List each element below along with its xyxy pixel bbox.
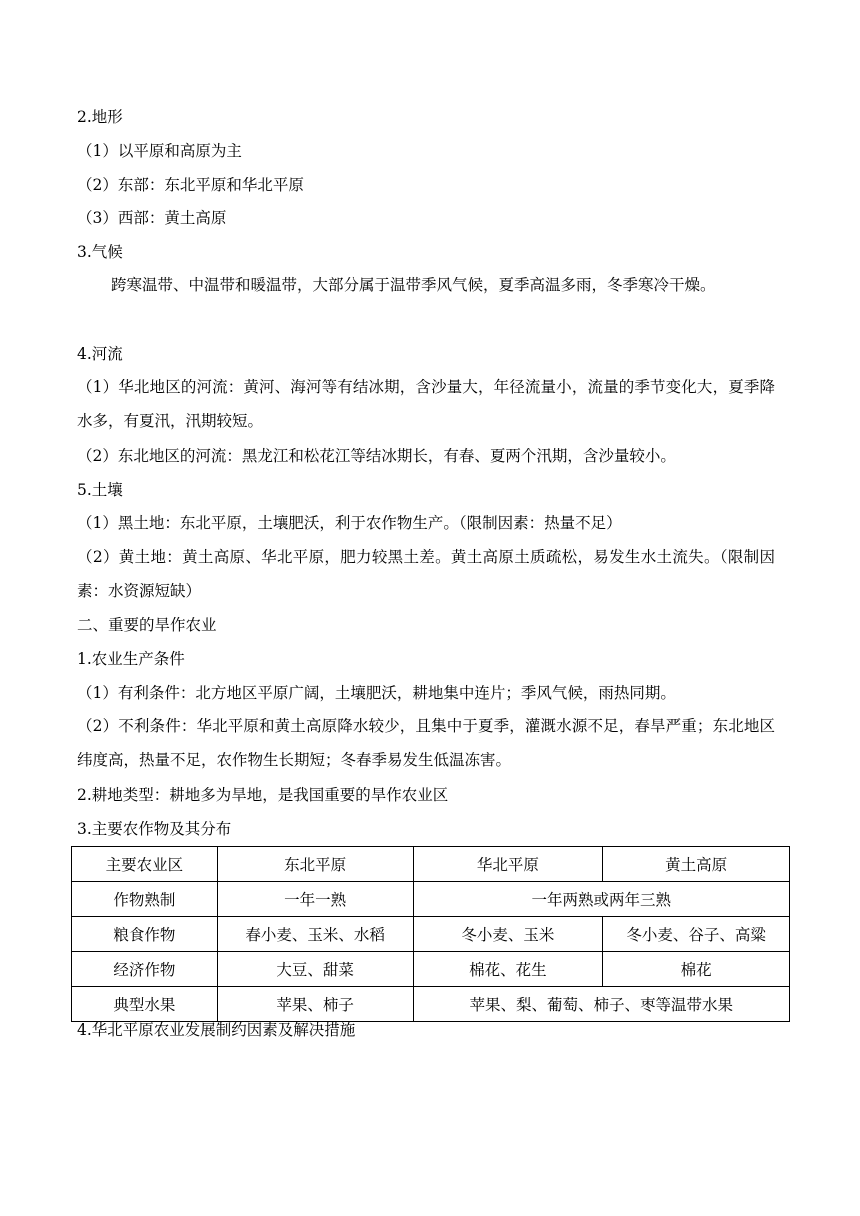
table-row bbox=[72, 987, 790, 1022]
table-cell: 冬小麦、玉米 bbox=[413, 917, 603, 952]
table-cell: 大豆、甜菜 bbox=[217, 952, 413, 987]
part-heading-dry-farming: 二、重要的旱作农业 bbox=[77, 616, 217, 634]
table-cell: 棉花、花生 bbox=[413, 952, 603, 987]
section-heading-terrain: 2.地形 bbox=[77, 108, 123, 126]
table-header-cell: 主要农业区 bbox=[72, 847, 218, 882]
conditions-item-2: （2）不利条件：华北平原和黄土高原降水较少，且集中于夏季，灌溉水源不足，春旱严重；东北地区纬度高，热量不足，农作物生长期短；冬春季易发生低温冻害。 bbox=[77, 717, 775, 769]
rivers-item-2: （2）东北地区的河流：黑龙江和松花江等结冰期长，有春、夏两个汛期，含沙量较小。 bbox=[77, 447, 676, 465]
table-cell: 春小麦、玉米、水稻 bbox=[217, 917, 413, 952]
table-row-label: 典型水果 bbox=[72, 987, 218, 1022]
crop-distribution-table bbox=[71, 846, 790, 1022]
section-heading-constraints: 4.华北平原农业发展制约因素及解决措施 bbox=[77, 1021, 356, 1039]
table-cell: 一年一熟 bbox=[217, 882, 413, 917]
soil-item-2: （2）黄土地：黄土高原、华北平原，肥力较黑土差。黄土高原土质疏松，易发生水土流失。（限制因素：水资源短缺） bbox=[77, 548, 775, 600]
section-heading-climate: 3.气候 bbox=[77, 243, 123, 261]
terrain-item-2: （2）东部：东北平原和华北平原 bbox=[77, 176, 304, 194]
table-cell: 棉花 bbox=[603, 952, 790, 987]
table-cell: 冬小麦、谷子、高粱 bbox=[603, 917, 790, 952]
section-heading-soil: 5.土壤 bbox=[77, 481, 123, 499]
soil-item-1: （1）黑土地：东北平原，土壤肥沃，利于农作物生产。（限制因素：热量不足） bbox=[77, 514, 622, 532]
section-heading-rivers: 4.河流 bbox=[77, 345, 123, 363]
table-row-label: 作物熟制 bbox=[72, 882, 218, 917]
table-row bbox=[72, 952, 790, 987]
table-cell: 一年两熟或两年三熟 bbox=[413, 882, 790, 917]
section-heading-conditions: 1.农业生产条件 bbox=[77, 650, 185, 668]
table-cell: 苹果、柿子 bbox=[217, 987, 413, 1022]
conditions-item-1: （1）有利条件：北方地区平原广阔，土壤肥沃，耕地集中连片；季风气候，雨热同期。 bbox=[77, 684, 676, 702]
table-row bbox=[72, 917, 790, 952]
table-row-label: 经济作物 bbox=[72, 952, 218, 987]
table-header-row bbox=[72, 847, 790, 882]
table-row-label: 粮食作物 bbox=[72, 917, 218, 952]
table-cell: 苹果、梨、葡萄、柿子、枣等温带水果 bbox=[413, 987, 790, 1022]
section-heading-land-type: 2.耕地类型：耕地多为旱地，是我国重要的旱作农业区 bbox=[77, 786, 449, 804]
section-heading-crops: 3.主要农作物及其分布 bbox=[77, 820, 232, 838]
table-header-cell: 黄土高原 bbox=[603, 847, 790, 882]
table-row bbox=[72, 882, 790, 917]
terrain-item-1: （1）以平原和高原为主 bbox=[77, 142, 242, 160]
table-header-cell: 华北平原 bbox=[413, 847, 603, 882]
terrain-item-3: （3）西部：黄土高原 bbox=[77, 209, 227, 227]
rivers-item-1: （1）华北地区的河流：黄河、海河等有结冰期，含沙量大，年径流量小，流量的季节变化大，夏季降水多，有夏汛，汛期较短。 bbox=[77, 378, 775, 430]
table-header-cell: 东北平原 bbox=[217, 847, 413, 882]
climate-paragraph: 跨寒温带、中温带和暖温带，大部分属于温带季风气候，夏季高温多雨，冬季寒冷干燥。 bbox=[111, 276, 716, 294]
